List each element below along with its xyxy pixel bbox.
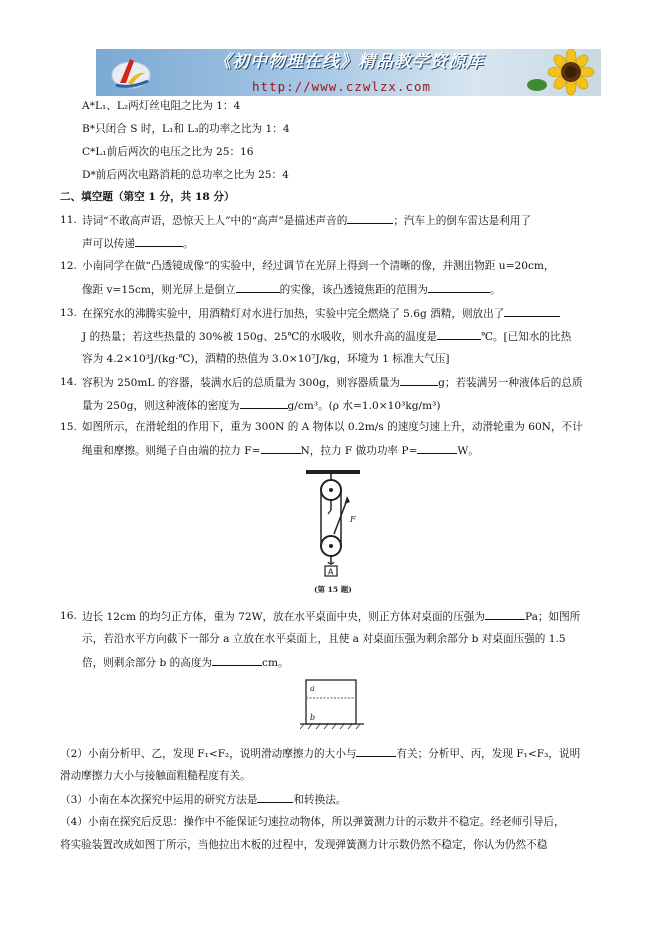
- q12-line1: 小南同学在做“凸透镜成像”的实验中，经过调节在光屏上得到一个清晰的像，并测出物距 u=20cm，: [82, 260, 555, 272]
- q12-text: 的实像，该凸透镜焦距的范围为: [279, 284, 428, 296]
- part2-text: 有关；分析甲、丙，发现 F₁<F₃，说明: [396, 748, 581, 760]
- question-number: 15.: [60, 421, 77, 433]
- part4-line2: 将实验装置改成如图丁所示，当他拉出木板的过程中，发现弹簧测力计示数仍然不稳定，你认为仍然不稳: [60, 839, 548, 851]
- q13-text: J 的热量；若这些热量的 30%被 150g、25℃的水吸收，则水升高的温度是: [82, 331, 438, 343]
- section-heading: 二、填空题（第空 1 分，共 18 分）: [60, 191, 235, 203]
- q16-text: 倍，则剩余部分 b 的高度为: [82, 657, 213, 669]
- q15-text: 绳重和摩擦。则绳子自由端的拉力 F=: [82, 445, 261, 457]
- answer-blank[interactable]: [212, 651, 262, 666]
- q15-text: W。: [457, 445, 479, 457]
- pulley-figure: [300, 470, 366, 598]
- q16-text: Pa；如图所: [524, 611, 581, 623]
- answer-blank[interactable]: [504, 302, 560, 317]
- part-a-label: a: [310, 684, 315, 693]
- answer-blank[interactable]: [236, 278, 280, 293]
- part2-line2: 滑动摩擦力大小与接触面粗糙程度有关。: [60, 770, 251, 782]
- sunflower-icon: [525, 49, 595, 96]
- q14-text: 量为 250g，则这种液体的密度为: [82, 400, 240, 412]
- q14-line2: [82, 394, 441, 418]
- question-number: 14.: [60, 376, 77, 388]
- force-label: F: [350, 515, 356, 524]
- q11-line1: [82, 209, 531, 233]
- q16-text: cm。: [262, 657, 289, 669]
- q14-text: g；若装满另一种液体后的总质: [438, 377, 583, 389]
- part2-text: （2）小南分析甲、乙，发现 F₁<F₂，说明滑动摩擦力的大小与: [60, 748, 357, 760]
- q11-line2: [82, 232, 194, 256]
- q13-text: 在探究水的沸腾实验中，用酒精灯对水进行加热，实验中完全燃烧了 5.6g 酒精，则放出了: [82, 308, 505, 320]
- answer-blank[interactable]: [240, 394, 288, 409]
- q11-text: 声可以传递: [82, 238, 135, 250]
- part3-text: （3）小南在本次探究中运用的研究方法是: [60, 794, 258, 806]
- q13-text: ℃。[已知水的比热: [481, 331, 572, 343]
- part3-text: 和转换法。: [293, 794, 347, 806]
- part4-line1: （4）小南在探究后反思：操作中不能保证匀速拉动物体，所以弹簧测力计的示数并不稳定。经老师引导后，: [60, 816, 565, 828]
- option-b: B*只闭合 S 时，L₁和 L₃的功率之比为 1：4: [82, 123, 290, 135]
- q15-line1: 如图所示，在滑轮组的作用下，重为 300N 的 A 物体以 0.2m/s 的速度匀速上升，动滑轮重为 60N，不计: [82, 421, 583, 433]
- answer-blank[interactable]: [400, 371, 438, 386]
- option-a: A*L₁、L₂两灯丝电阻之比为 1：4: [82, 100, 241, 112]
- question-number: 12.: [60, 260, 77, 272]
- block-a-label: A: [328, 567, 334, 577]
- q13-line1: [82, 302, 560, 326]
- option-d: D*前后两次电路消耗的总功率之比为 25：4: [82, 169, 289, 181]
- q12-text: 像距 v=15cm，则光屏上是倒立: [82, 284, 236, 296]
- q11-text: ；汽车上的倒车雷达是利用了: [393, 215, 532, 227]
- answer-blank[interactable]: [428, 278, 490, 293]
- banner-title: 《初中物理在线》精品教学资源库: [214, 52, 484, 72]
- part2-line1: [60, 742, 580, 766]
- site-logo-icon: [110, 55, 152, 91]
- q11-text: 。: [182, 238, 194, 250]
- q14-text: 容积为 250mL 的容器，装满水后的总质量为 300g，则容器质量为: [82, 377, 401, 389]
- question-number: 11.: [60, 214, 77, 226]
- q15-text: N，拉力 F 做功功率 P=: [300, 445, 418, 457]
- q14-line1: [82, 371, 583, 395]
- q12-line2: [82, 278, 501, 302]
- cube-figure: [300, 678, 364, 730]
- answer-blank[interactable]: [257, 788, 293, 803]
- q11-text: 诗词“不敢高声语，恐惊天上人”中的“高声”是描述声音的: [82, 215, 348, 227]
- answer-blank[interactable]: [356, 742, 396, 757]
- q12-text: 。: [489, 284, 501, 296]
- answer-blank[interactable]: [417, 439, 457, 454]
- force-arrow: [345, 496, 351, 504]
- answer-blank[interactable]: [485, 605, 525, 620]
- q15-line2: [82, 439, 479, 463]
- part-b-label: b: [310, 713, 316, 722]
- part3-line1: [60, 788, 346, 812]
- answer-blank[interactable]: [135, 232, 183, 247]
- question-number: 16.: [60, 610, 77, 622]
- q13-line2: [82, 325, 571, 349]
- banner-url[interactable]: http://www.czwlzx.com: [252, 79, 432, 94]
- q14-text: g/cm³。(ρ 水=1.0×10³kg/m³): [287, 400, 441, 412]
- q16-text: 边长 12cm 的均匀正方体，重为 72W，放在水平桌面中央，则正方体对桌面的压强为: [82, 611, 485, 623]
- q16-line3: [82, 651, 289, 675]
- q16-line2: 示，若沿水平方向截下一部分 a 立放在水平桌面上，且使 a 对桌面压强为剩余部分 b 对桌面压强的 1.5: [82, 633, 566, 645]
- answer-blank[interactable]: [347, 209, 393, 224]
- option-c: C*L₁前后两次的电压之比为 25：16: [82, 146, 254, 158]
- question-number: 13.: [60, 307, 77, 319]
- answer-blank[interactable]: [437, 325, 481, 340]
- q13-line3: 容为 4.2×10³J/(kg·℃)，酒精的热值为 3.0×10⁷J/kg，环境为 1 标准大气压]: [82, 353, 450, 365]
- header-banner: [96, 49, 601, 96]
- figure-caption: (第 15 题): [314, 585, 352, 594]
- q16-line1: [82, 605, 580, 629]
- answer-blank[interactable]: [261, 439, 301, 454]
